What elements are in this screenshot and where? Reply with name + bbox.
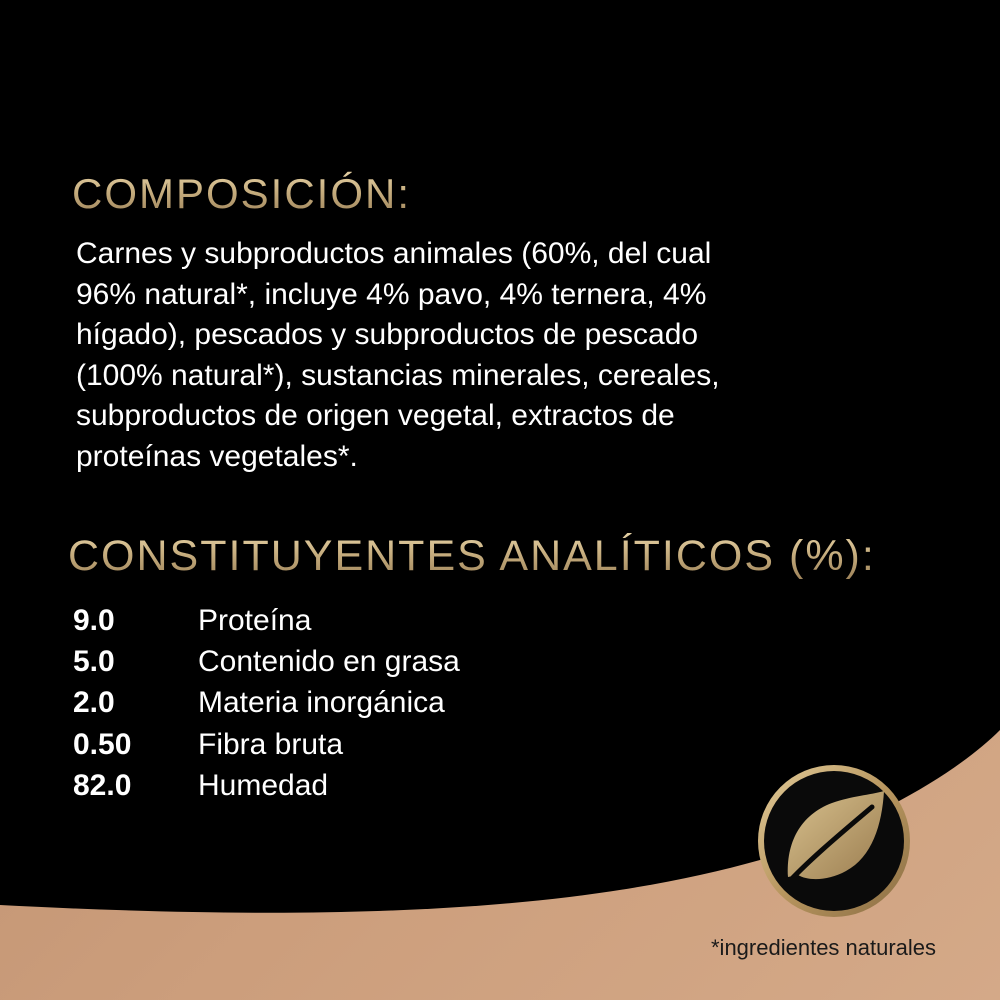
composition-title: COMPOSICIÓN: — [72, 170, 412, 217]
constituent-row — [73, 600, 460, 641]
constituent-row — [73, 765, 460, 806]
constituent-label: Humedad — [198, 768, 329, 802]
composition-line: subproductos de origen vegetal, extractos de — [76, 399, 675, 433]
constituent-label: Contenido en grasa — [198, 644, 460, 678]
constituent-label: Materia inorgánica — [198, 686, 445, 720]
composition-line: hígado), pescados y subproductos de pescado — [76, 318, 699, 352]
composition-line: Carnes y subproductos animales (60%, del cual — [76, 237, 712, 270]
constituent-row — [73, 724, 460, 765]
composition-line: proteínas vegetales*. — [76, 439, 358, 473]
analytical-constituents-title: CONSTITUYENTES ANALÍTICOS (%): — [68, 532, 876, 580]
constituent-row — [73, 641, 460, 682]
constituent-label: Proteína — [198, 603, 312, 637]
analytical-constituents-list — [73, 600, 460, 806]
constituent-value: 5.0 — [73, 644, 115, 678]
composition-line: 96% natural*, incluye 4% pavo, 4% ternera, 4% — [76, 277, 707, 311]
constituent-label: Fibra bruta — [198, 727, 344, 761]
constituent-value: 0.50 — [73, 727, 132, 761]
constituent-value: 82.0 — [73, 768, 132, 802]
constituent-value: 2.0 — [73, 686, 115, 720]
footnote-natural-ingredients: *ingredientes naturales — [711, 935, 937, 960]
constituent-value: 9.0 — [73, 603, 115, 637]
leaf-badge — [756, 763, 912, 919]
composition-line: (100% natural*), sustancias minerales, cereales, — [76, 358, 720, 392]
composition-text — [76, 234, 876, 478]
constituent-row — [73, 683, 460, 724]
